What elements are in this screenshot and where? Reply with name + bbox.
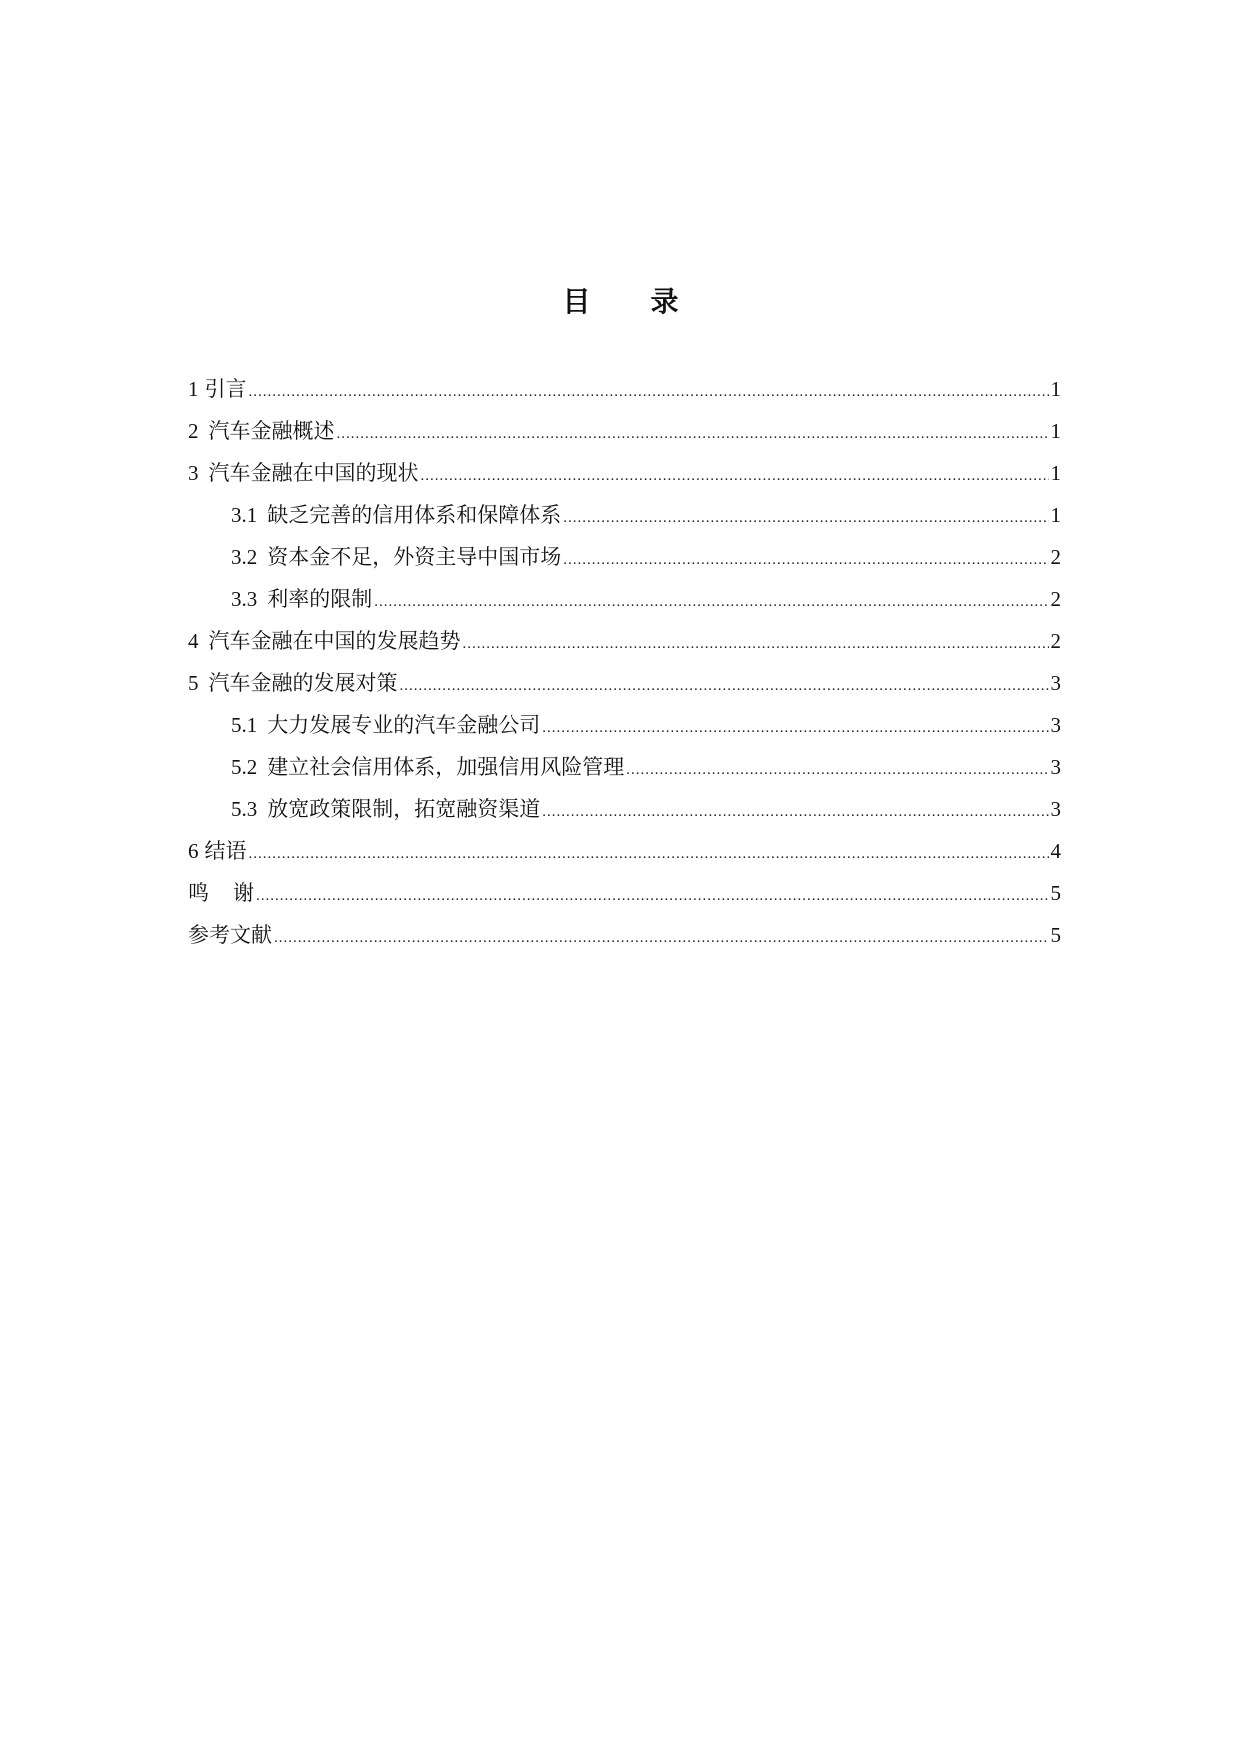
toc-entry-references[interactable] xyxy=(188,914,1061,956)
toc-entry-3-1[interactable] xyxy=(188,494,1061,536)
toc-dot-leader xyxy=(421,455,1049,497)
toc-dot-leader xyxy=(626,749,1048,791)
toc-entry-page: 3 xyxy=(1050,797,1061,821)
toc-entry-3-2[interactable] xyxy=(188,536,1061,578)
toc-entry-page: 1 xyxy=(1050,503,1061,527)
toc-entry-label: 大力发展专业的汽车金融公司 xyxy=(267,713,541,737)
toc-entry-number: 3 xyxy=(188,461,199,485)
toc-entry-page: 1 xyxy=(1050,419,1061,443)
toc-dot-leader xyxy=(542,791,1048,833)
toc-entry-page: 3 xyxy=(1050,671,1061,695)
toc-entry-label: 汽车金融在中国的发展趋势 xyxy=(208,629,461,653)
toc-dot-leader xyxy=(563,539,1048,581)
toc-title-char-1: 目 xyxy=(562,285,591,318)
toc-dot-leader xyxy=(463,623,1049,665)
toc-entry-number: 6 xyxy=(188,839,199,863)
toc-entry-page: 2 xyxy=(1050,545,1061,569)
toc-entry-label: 资本金不足，外资主导中国市场 xyxy=(267,545,562,569)
toc-title-char-2: 录 xyxy=(650,285,679,318)
toc-dot-leader xyxy=(337,413,1049,455)
toc-entry-label: 鸣谢 xyxy=(188,881,278,905)
toc-entry-1[interactable] xyxy=(188,368,1061,410)
toc-entry-label: 参考文献 xyxy=(188,923,272,947)
toc-entry-label: 引言 xyxy=(204,377,247,401)
toc-entry-number: 5.2 xyxy=(231,755,258,779)
toc-entry-2[interactable] xyxy=(188,410,1061,452)
toc-entry-label: 汽车金融概述 xyxy=(208,419,335,443)
toc-entry-number: 5 xyxy=(188,671,199,695)
toc-entry-page: 2 xyxy=(1050,629,1061,653)
toc-entry-number: 5.1 xyxy=(231,713,258,737)
toc-entry-3-3[interactable] xyxy=(188,578,1061,620)
toc-dot-leader xyxy=(256,875,1049,917)
toc-title xyxy=(0,280,1241,320)
toc-entry-number: 2 xyxy=(188,419,199,443)
toc-dot-leader xyxy=(374,581,1048,623)
toc-dot-leader xyxy=(563,497,1048,539)
toc-entry-number: 5.3 xyxy=(231,797,258,821)
toc-entry-page: 3 xyxy=(1050,713,1061,737)
toc-dot-leader xyxy=(400,665,1049,707)
toc-entry-page: 2 xyxy=(1050,587,1061,611)
toc-entry-6[interactable] xyxy=(188,830,1061,872)
toc-entry-number: 3.3 xyxy=(231,587,258,611)
toc-entry-4[interactable] xyxy=(188,620,1061,662)
toc-entry-label: 建立社会信用体系，加强信用风险管理 xyxy=(267,755,625,779)
toc-entry-5[interactable] xyxy=(188,662,1061,704)
toc-entry-label: 利率的限制 xyxy=(267,587,373,611)
table-of-contents xyxy=(188,368,1061,956)
toc-entry-label: 汽车金融的发展对策 xyxy=(208,671,398,695)
toc-entry-page: 5 xyxy=(1050,881,1061,905)
toc-dot-leader xyxy=(274,917,1049,959)
toc-entry-5-1[interactable] xyxy=(188,704,1061,746)
toc-entry-number: 4 xyxy=(188,629,199,653)
toc-entry-label: 结语 xyxy=(204,839,247,863)
toc-entry-page: 1 xyxy=(1050,377,1061,401)
toc-entry-label: 缺乏完善的信用体系和保障体系 xyxy=(267,503,562,527)
toc-entry-page: 3 xyxy=(1050,755,1061,779)
toc-entry-5-2[interactable] xyxy=(188,746,1061,788)
toc-entry-number: 1 xyxy=(188,377,199,401)
toc-dot-leader xyxy=(249,371,1049,413)
toc-entry-page: 1 xyxy=(1050,461,1061,485)
toc-entry-5-3[interactable] xyxy=(188,788,1061,830)
toc-dot-leader xyxy=(249,833,1049,875)
toc-dot-leader xyxy=(542,707,1048,749)
toc-entry-page: 5 xyxy=(1050,923,1061,947)
toc-entry-number: 3.2 xyxy=(231,545,258,569)
toc-entry-acknowledgements[interactable] xyxy=(188,872,1061,914)
toc-entry-3[interactable] xyxy=(188,452,1061,494)
toc-entry-number: 3.1 xyxy=(231,503,258,527)
toc-entry-label: 放宽政策限制，拓宽融资渠道 xyxy=(267,797,541,821)
toc-entry-label: 汽车金融在中国的现状 xyxy=(208,461,419,485)
toc-entry-page: 4 xyxy=(1050,839,1061,863)
